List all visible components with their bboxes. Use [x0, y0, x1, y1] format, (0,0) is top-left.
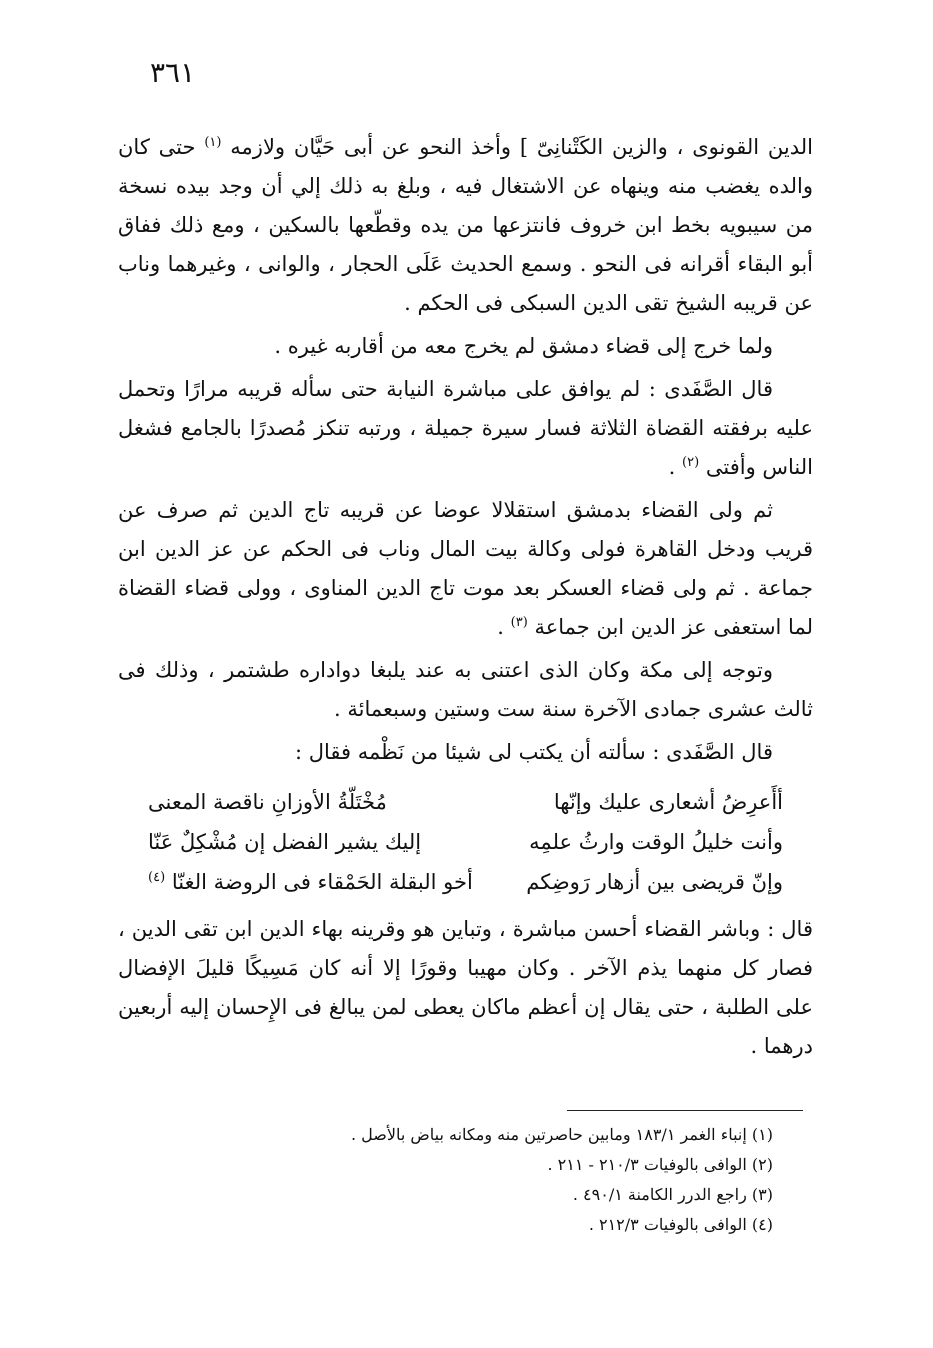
footnote-divider	[567, 1110, 803, 1111]
footnote: (٣) راجع الدرر الكامنة ٤٩٠/١ .	[572, 1185, 773, 1204]
poem	[118, 782, 813, 902]
paragraph: ثم ولى القضاء بدمشق استقلالا عوضا عن قريبه تاج الدين ثم صرف عن قريب ودخل القاهرة فولى وكالة بيت المال وناب فى الحكم عن عز الدين ابن جماعة . ثم ولى قضاء العسكر بعد موت تاج الدين المناوى ، وولى قضاء القضاة لما استعفى عز الدين ابن جماعة $^{(٣)}$ .	[118, 498, 813, 639]
paragraph: ولما خرج إلى قضاء دمشق لم يخرج معه من أقاربه غيره .	[274, 334, 773, 358]
verse-first-hemistich: أأَعرِضُ أشعارى عليك وإنّها	[553, 790, 783, 814]
poem-verse	[148, 862, 783, 902]
verse-first-hemistich: وإنّ قريضى بين أزهار رَوضِكم	[526, 870, 783, 894]
paragraph: قال الصَّفَدى : لم يوافق على مباشرة النيابة حتى سأله قريبه مرارًا وتحمل عليه برفقته القضاة الثلاثة فسار سيرة جميلة ، ورتبه تنكز مُصدرًا بالجامع فشغل الناس وأفتى $^{(٢)}$ .	[118, 377, 813, 479]
closing-paragraph: قال : وباشر القضاء أحسن مباشرة ، وتباين هو وقرينه بهاء الدين ابن تقى الدين ، فصار كل منهما يذم الآخر . وكان مهيبا وقورًا إلا أنه كان مَسِيكًا قليلَ الإفضال على الطلبة ، حتى يقال إن أعظم ماكان يعطى لمن يبالغ فى الإِحسان إليه أربعين درهما .	[118, 917, 813, 1058]
footnote-ref: (٤)	[148, 870, 166, 885]
verse-second-hemistich: مُخْتَلّةُ الأوزانِ ناقصة المعنى	[148, 790, 387, 814]
paragraph: الدين القونوى ، والزين الكَتْنانِىّ ] وأخذ النحو عن أبى حَيَّان ولازمه $^{(١)}$ حتى كان والده يغضب منه وينهاه عن الاشتغال فيه ، وبلغ به ذلك إلي أن وجد بيده نسخة من سيبويه بخط ابن خروف فانتزعها من يده وقطّعها بالسكين ، ومع ذلك ففاق أبو البقاء أقرانه فى النحو . وسمع الحديث عَلَى الحجار ، والوانى ، وغيرهما وناب عن قريبه الشيخ تقى الدين السبكى فى الحكم .	[118, 135, 813, 315]
verse-second-hemistich: إليك يشير الفضل إن مُشْكِلٌ عَنّا	[148, 830, 422, 854]
footnote: (٤) الوافى بالوفيات ٢١٢/٣ .	[588, 1215, 773, 1234]
verse-second-hemistich: أخو البقلة الحَمْقاء فى الروضة الغنّا	[171, 870, 473, 894]
footnotes	[118, 1120, 773, 1240]
main-text	[118, 128, 813, 1070]
poem-verse	[148, 782, 783, 822]
footnote-ref: (١)	[204, 135, 222, 150]
footnote-ref: (٢)	[682, 455, 700, 470]
page-number: ٣٦١	[150, 56, 196, 89]
paragraph: قال الصَّفَدى : سألته أن يكتب لى شيئا من نَظْمه فقال :	[294, 740, 773, 764]
footnote-ref: (٣)	[510, 615, 528, 630]
poem-verse	[148, 822, 783, 862]
paragraph: وتوجه إلى مكة وكان الذى اعتنى به عند يلبغا دواداره طشتمر ، وذلك فى ثالث عشرى جمادى الآخرة سنة ست وستين وسبعمائة .	[118, 658, 813, 721]
footnote: (١) إنباء الغمر ١٨٣/١ ومابين حاصرتين منه ومكانه بياض بالأصل .	[351, 1125, 773, 1144]
footnote: (٢) الوافى بالوفيات ٢١٠/٣ - ٢١١ .	[547, 1155, 773, 1174]
verse-first-hemistich: وأنت خليلُ الوقت وارثُ علمِه	[529, 830, 783, 854]
